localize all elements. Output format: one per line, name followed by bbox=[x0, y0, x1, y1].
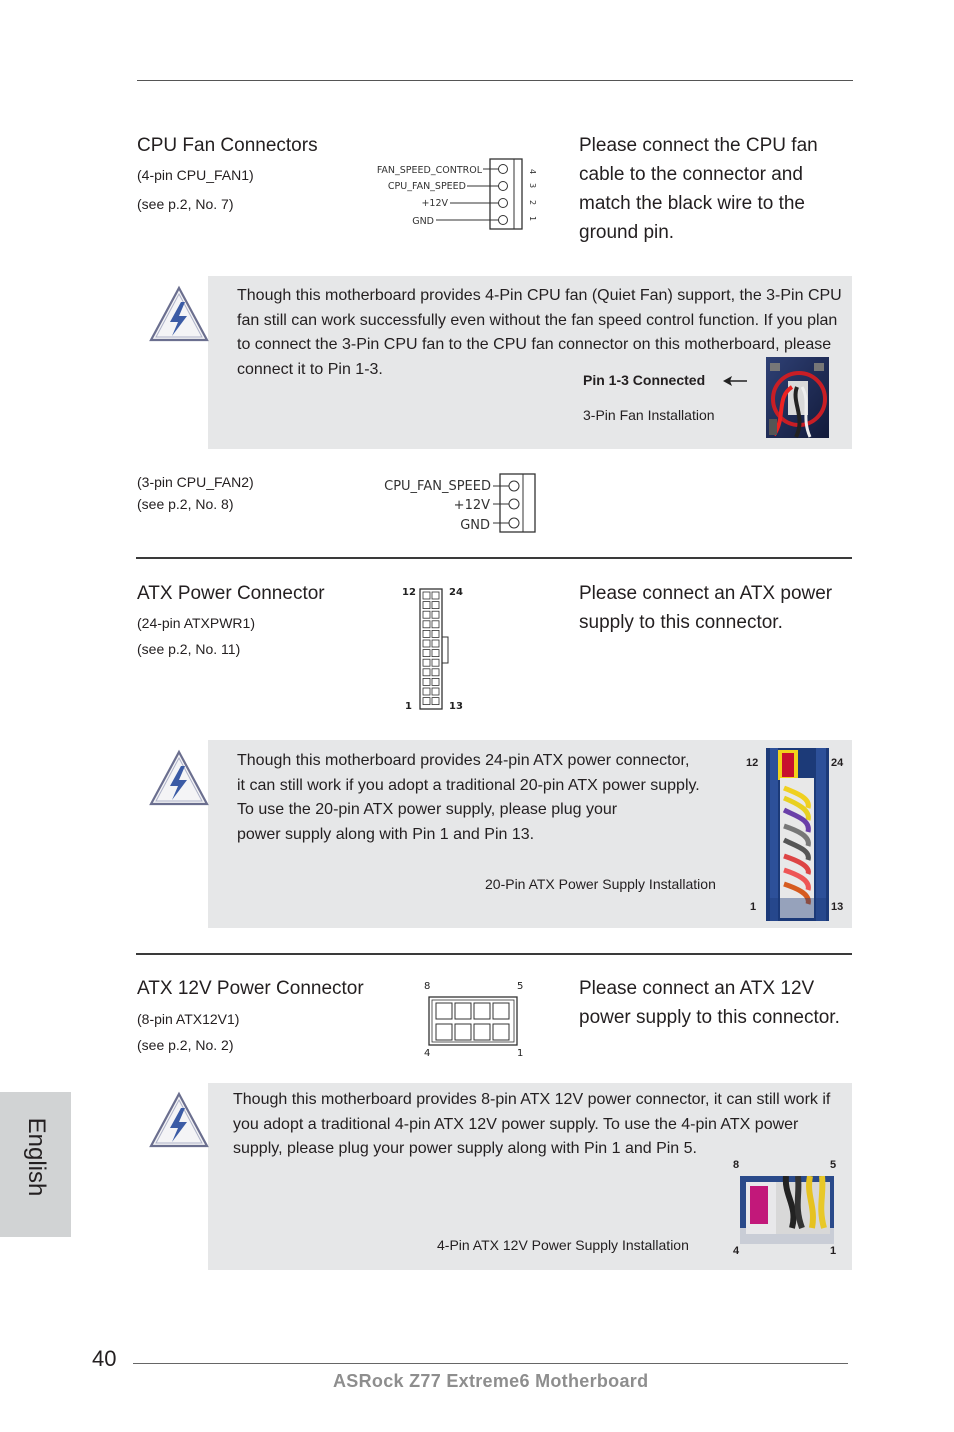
cpu-fan2-label-1: +12V bbox=[453, 498, 490, 513]
atx12v-photo-label-tl: 8 bbox=[733, 1159, 740, 1171]
cpu-fan1-pinnum-3: 1 bbox=[528, 216, 537, 222]
atx24-photo-label-tl: 12 bbox=[746, 757, 759, 769]
atx12v-label-tr: 5 bbox=[517, 981, 524, 992]
page-number: 40 bbox=[92, 1346, 117, 1371]
atx12v-label-br: 1 bbox=[517, 1048, 524, 1059]
language-label: English bbox=[23, 1117, 50, 1197]
atx12v-title: ATX 12V Power Connector bbox=[137, 978, 364, 999]
cpu-fan1-label-1: CPU_FAN_SPEED bbox=[387, 181, 466, 192]
cpu-fan2-ref: (see p.2, No. 8) bbox=[137, 496, 234, 512]
cpu-fan2-label-0: CPU_FAN_SPEED bbox=[384, 479, 491, 494]
cpu-fan-description: Please connect the CPU fan cable to the connector and match the black wire to the ground pin. bbox=[579, 135, 818, 243]
pin13-label: Pin 1-3 Connected bbox=[583, 372, 706, 388]
atx-power-note-line-1: it can still work if you adopt a traditional 20-pin ATX power supply. bbox=[237, 776, 700, 794]
atx-power-pin: (24-pin ATXPWR1) bbox=[137, 615, 255, 631]
cpu-fan-title: CPU Fan Connectors bbox=[137, 135, 318, 156]
warning-triangle-icon bbox=[147, 284, 211, 344]
cpu-fan-install-caption: 3-Pin Fan Installation bbox=[583, 407, 715, 423]
3pin-fan-photo bbox=[766, 357, 829, 438]
arrow-left-icon bbox=[722, 374, 748, 388]
cpu-fan1-pinnum-2: 2 bbox=[528, 200, 537, 206]
atx24-label-tl: 12 bbox=[402, 587, 416, 598]
cpu-fan2-pin: (3-pin CPU_FAN2) bbox=[137, 474, 254, 490]
atx-power-title: ATX Power Connector bbox=[137, 583, 325, 604]
cpu-fan1-label-2: +12V bbox=[421, 198, 448, 209]
atx24-photo-label-br: 13 bbox=[831, 901, 844, 913]
atx24-photo-label-bl: 1 bbox=[750, 901, 757, 913]
section-rule-1 bbox=[136, 557, 852, 559]
atx-power-note-line-2: To use the 20-pin ATX power supply, please plug your bbox=[237, 801, 618, 818]
atx12v-pin: (8-pin ATX12V1) bbox=[137, 1011, 240, 1027]
atx-power-note-line-3: power supply along with Pin 1 and Pin 13. bbox=[237, 825, 535, 843]
atx12v-note-text: Though this motherboard provides 8-pin ATX 12V power connector, it can still work if you adopt a traditional 4-pin ATX 12V power supply. To use the 4-pin ATX power supply, please plug your power supply along with Pin 1 and Pin 5. bbox=[233, 1091, 831, 1157]
20pin-atx-photo bbox=[766, 748, 829, 921]
atx24-label-bl: 1 bbox=[405, 701, 412, 712]
atx12v-description: Please connect an ATX 12V power supply to this connector. bbox=[579, 978, 840, 1028]
cpu-fan-note-text: Though this motherboard provides 4-Pin CPU fan (Quiet Fan) support, the 3-Pin CPU fan still can work successfully even without the fan speed control function. If you plan to connect the 3-Pin CPU fan to the CPU fan connector on this motherboard, please connect it to Pin 1-3. bbox=[237, 287, 842, 378]
atx-power-install-caption: 20-Pin ATX Power Supply Installation bbox=[485, 876, 716, 892]
atx12v-photo-label-tr: 5 bbox=[830, 1159, 837, 1171]
cpu-fan1-diagram bbox=[362, 156, 542, 232]
cpu-fan1-label-0: FAN_SPEED_CONTROL bbox=[376, 165, 482, 176]
section-rule-2 bbox=[136, 953, 852, 955]
atx12v-label-tl: 8 bbox=[424, 981, 431, 992]
atx12v-diagram bbox=[420, 977, 528, 1061]
atx12v-ref: (see p.2, No. 2) bbox=[137, 1037, 234, 1053]
cpu-fan-ref: (see p.2, No. 7) bbox=[137, 196, 234, 212]
cpu-fan1-pinnum-0: 4 bbox=[528, 169, 537, 175]
top-rule bbox=[137, 80, 853, 81]
atx-power-ref: (see p.2, No. 11) bbox=[137, 641, 241, 657]
atx12v-install-caption: 4-Pin ATX 12V Power Supply Installation bbox=[437, 1237, 689, 1253]
atx-power-description: Please connect an ATX power supply to this connector. bbox=[579, 583, 833, 633]
footer-product: ASRock Z77 Extreme6 Motherboard bbox=[333, 1371, 649, 1391]
warning-triangle-icon bbox=[147, 1090, 211, 1150]
cpu-fan1-label-3: GND bbox=[412, 216, 434, 227]
footer-rule bbox=[133, 1363, 848, 1364]
atx12v-photo-label-bl: 4 bbox=[733, 1245, 740, 1257]
cpu-fan-pin: (4-pin CPU_FAN1) bbox=[137, 167, 254, 183]
atx12v-label-bl: 4 bbox=[424, 1048, 431, 1059]
4pin-atx12v-photo bbox=[740, 1176, 834, 1244]
warning-triangle-icon bbox=[147, 748, 211, 808]
atx12v-photo-label-br: 1 bbox=[830, 1245, 837, 1257]
atx24-diagram bbox=[398, 582, 468, 714]
atx-power-note-line-0: Though this motherboard provides 24-pin ATX power connector, bbox=[237, 752, 690, 769]
cpu-fan2-diagram bbox=[360, 472, 540, 534]
atx24-label-tr: 24 bbox=[449, 587, 463, 598]
atx24-photo-label-tr: 24 bbox=[831, 757, 844, 769]
cpu-fan2-label-2: GND bbox=[460, 518, 490, 533]
cpu-fan1-pinnum-1: 3 bbox=[528, 183, 537, 189]
atx24-label-br: 13 bbox=[449, 701, 463, 712]
